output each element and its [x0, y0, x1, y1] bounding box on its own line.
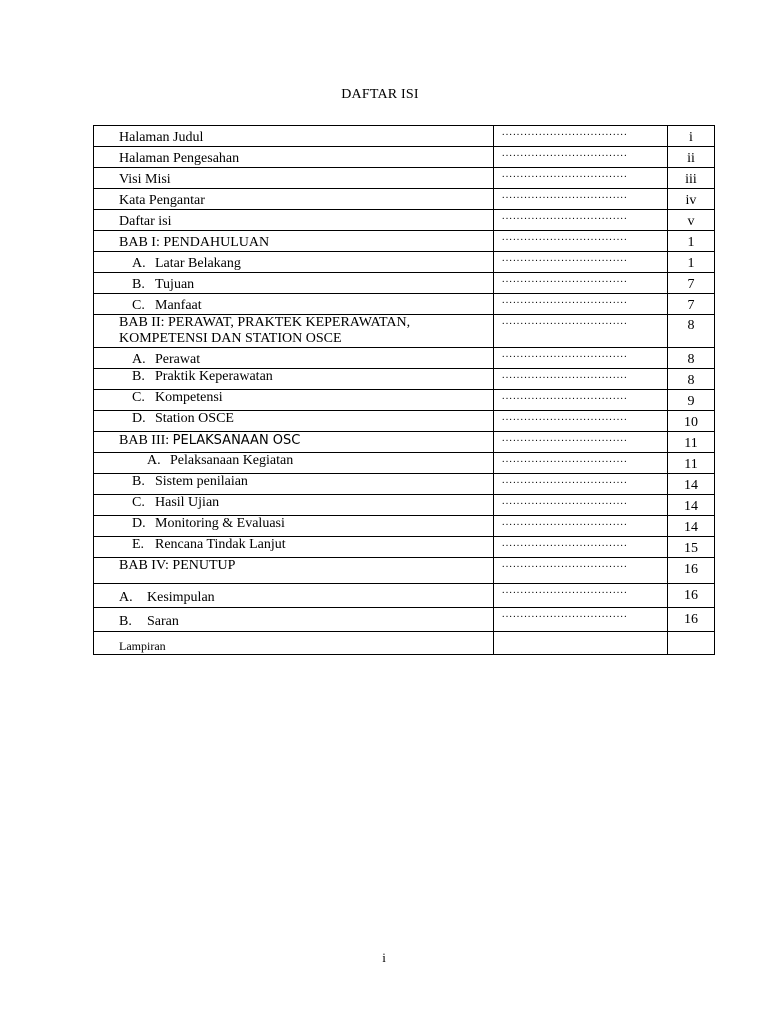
toc-entry-marker: A.	[147, 453, 161, 468]
leader-dots: ..................................	[502, 127, 628, 138]
leader-dots: ..................................	[502, 559, 628, 570]
leader-dots: ..................................	[502, 412, 628, 423]
toc-page-number: 1	[687, 256, 695, 271]
toc-entry-label: Kesimpulan	[147, 590, 215, 605]
leader-dots: ..................................	[502, 349, 628, 360]
toc-entry-label: Rencana Tindak Lanjut	[155, 537, 286, 552]
toc-entry-marker: C.	[132, 298, 145, 313]
toc-entry-marker: B.	[132, 474, 145, 489]
page-title: DAFTAR ISI	[341, 87, 419, 102]
toc-row	[94, 231, 715, 252]
toc-row	[94, 189, 715, 210]
leader-dots: ..................................	[502, 391, 628, 402]
toc-row	[94, 294, 715, 315]
leader-dots: ..................................	[502, 190, 628, 201]
leader-dots: ..................................	[502, 433, 628, 444]
toc-page-number: 11	[684, 457, 698, 472]
toc-entry-label: BAB III:	[119, 433, 173, 448]
toc-row	[94, 608, 715, 632]
toc-row	[94, 273, 715, 294]
leader-dots: ..................................	[502, 169, 628, 180]
leader-dots: ..................................	[502, 496, 628, 507]
toc-page-number: 1	[687, 235, 695, 250]
toc-row	[94, 147, 715, 168]
toc-page-number: 14	[684, 520, 698, 535]
toc-entry-label-sans: PELAKSANAAN OSC	[172, 433, 301, 448]
toc-row	[94, 390, 715, 411]
toc-page-number: i	[689, 130, 693, 145]
toc-page-number: 7	[687, 277, 695, 292]
toc-entry-marker: C.	[132, 390, 145, 405]
toc-page-number: 15	[684, 541, 698, 556]
toc-row	[94, 495, 715, 516]
toc-page-number: 14	[684, 478, 698, 493]
leader-dots: ..................................	[502, 316, 628, 327]
toc-entry-marker: B.	[119, 614, 132, 629]
leader-dots: ..................................	[502, 517, 628, 528]
toc-page-number: 16	[684, 562, 698, 577]
toc-row	[94, 632, 715, 655]
toc-entry-label: Daftar isi	[119, 214, 172, 229]
toc-page-number: 7	[687, 298, 695, 313]
empty-cell	[668, 632, 715, 655]
leader-dots: ..................................	[502, 585, 628, 596]
toc-entry-marker: A.	[119, 590, 133, 605]
toc-page-number: 10	[684, 415, 698, 430]
toc-row	[94, 348, 715, 369]
toc-entry-label: Sistem penilaian	[155, 474, 248, 489]
toc-entry-label: Perawat	[155, 352, 201, 367]
toc-page-number: 8	[687, 352, 695, 367]
toc-entry-label: Lampiran	[119, 639, 166, 653]
toc-entry-label: Halaman Judul	[119, 130, 204, 145]
leader-dots: ..................................	[502, 274, 628, 285]
toc-row	[94, 252, 715, 273]
toc-row	[94, 516, 715, 537]
toc-entry-marker: D.	[132, 516, 146, 531]
leader-dots: ..................................	[502, 232, 628, 243]
leader-dots: ..................................	[502, 148, 628, 159]
toc-row	[94, 315, 715, 348]
toc-row	[94, 126, 715, 147]
toc-entry-label: Halaman Pengesahan	[119, 151, 240, 166]
toc-entry-marker: C.	[132, 495, 145, 510]
toc-row	[94, 411, 715, 432]
toc-entry-marker: A.	[132, 256, 146, 271]
leader-dots: ..................................	[502, 211, 628, 222]
toc-entry-label: Praktik Keperawatan	[155, 369, 273, 384]
toc-row	[94, 474, 715, 495]
leader-dots: ..................................	[502, 475, 628, 486]
leader-dots: ..................................	[502, 370, 628, 381]
toc-entry-label: Manfaat	[155, 298, 202, 313]
toc-entry-label: Hasil Ujian	[155, 495, 220, 510]
toc-row	[94, 558, 715, 584]
toc-entry-marker: B.	[132, 369, 145, 384]
toc-entry-label: Kompetensi	[155, 390, 223, 405]
toc-row	[94, 210, 715, 231]
toc-entry-marker: D.	[132, 411, 146, 426]
leader-dots: ..................................	[502, 538, 628, 549]
toc-entry-label: Saran	[147, 614, 179, 629]
toc-page-number: 14	[684, 499, 698, 514]
toc-page-number: iv	[685, 193, 697, 208]
toc-page-number: 9	[687, 394, 695, 409]
toc-entry-marker: B.	[132, 277, 145, 292]
toc-entry-label: Pelaksanaan Kegiatan	[170, 453, 294, 468]
toc-entry-marker: A.	[132, 352, 146, 367]
toc-page-number: iii	[685, 172, 697, 187]
toc-entry-label: BAB IV: PENUTUP	[119, 558, 236, 573]
leader-dots: ..................................	[502, 253, 628, 264]
toc-row	[94, 369, 715, 390]
toc-page-number: v	[687, 214, 695, 229]
toc-entry-label: Station OSCE	[155, 411, 234, 426]
toc-row	[94, 584, 715, 608]
toc-page-number: ii	[687, 151, 695, 166]
toc-page-number: 16	[684, 588, 698, 603]
toc-entry-label: BAB II: PERAWAT, PRAKTEK KEPERAWATAN,	[119, 315, 411, 330]
toc-row	[94, 168, 715, 189]
leader-dots: ..................................	[502, 295, 628, 306]
toc-entry-label: Tujuan	[155, 277, 195, 292]
toc-entry-label: Monitoring & Evaluasi	[155, 516, 285, 531]
toc-entry-label-line2: KOMPETENSI DAN STATION OSCE	[119, 331, 342, 346]
toc-entry-label: Visi Misi	[119, 172, 171, 187]
leader-dots: ..................................	[502, 609, 628, 620]
toc-entry-label: Latar Belakang	[155, 256, 241, 271]
toc-row	[94, 453, 715, 474]
toc-page-number: 8	[687, 318, 695, 333]
leader-dots: ..................................	[502, 454, 628, 465]
empty-cell	[494, 632, 668, 655]
toc-entry-label: BAB I: PENDAHULUAN	[119, 235, 270, 250]
toc-entry-label: Kata Pengantar	[119, 193, 205, 208]
toc-row	[94, 537, 715, 558]
toc-page-number: 11	[684, 436, 698, 451]
toc-row	[94, 432, 715, 453]
toc-entry-marker: E.	[132, 537, 145, 552]
page-number: i	[382, 950, 386, 965]
toc-page-number: 8	[687, 373, 695, 388]
toc-page-number: 16	[684, 612, 698, 627]
table-of-contents	[93, 125, 715, 655]
